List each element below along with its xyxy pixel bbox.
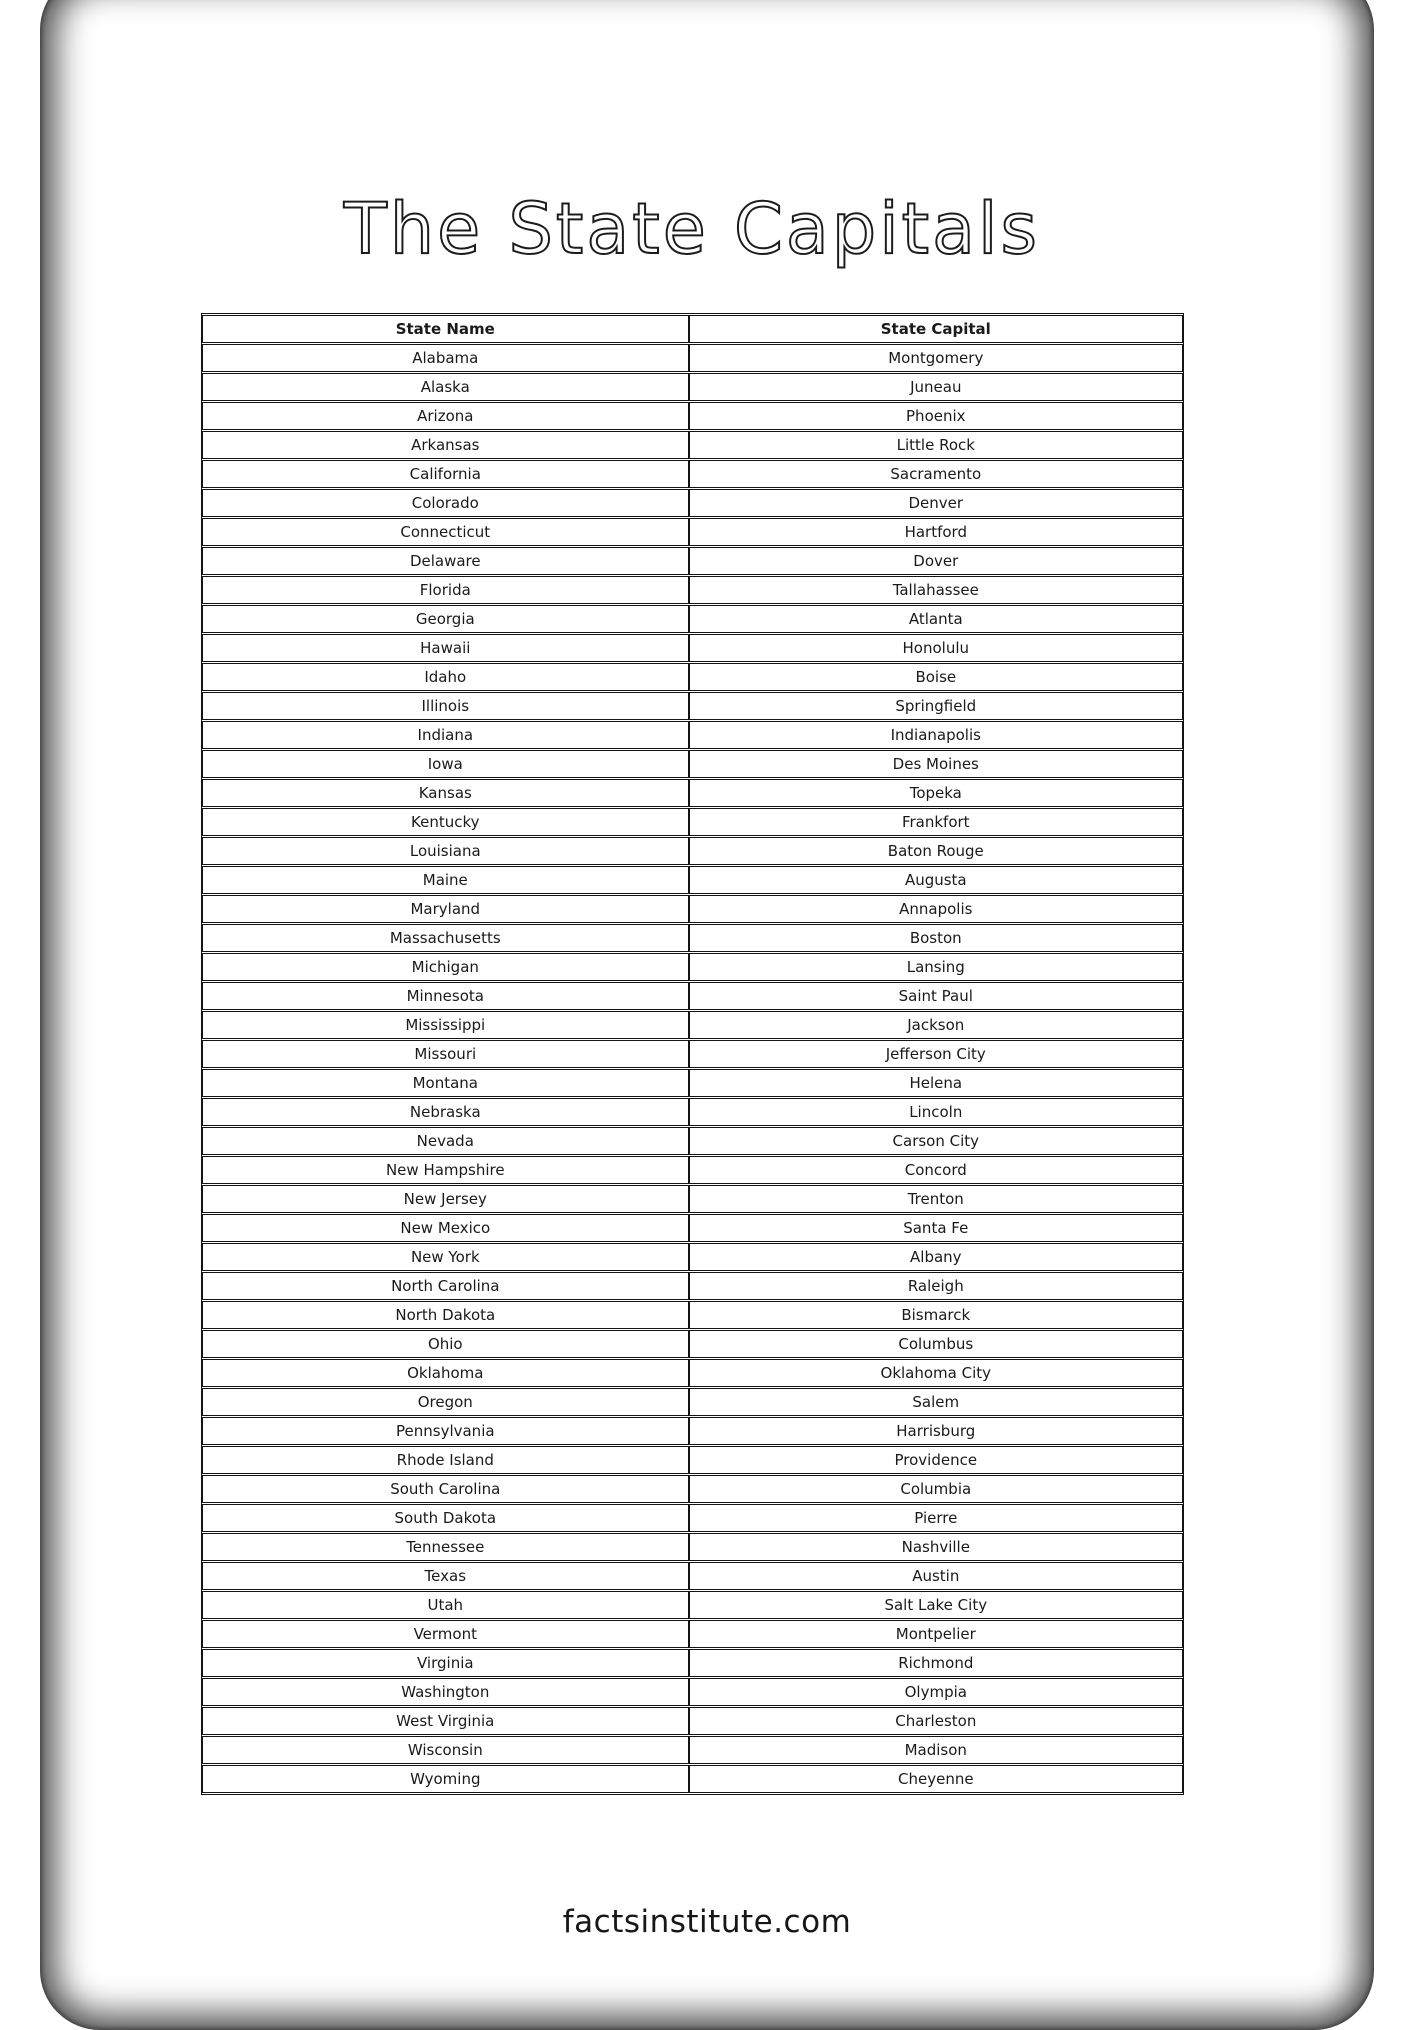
capital-cell: Lansing <box>689 953 1183 981</box>
capital-cell: Tallahassee <box>689 576 1183 604</box>
state-cell: Utah <box>202 1591 689 1619</box>
state-capitals-table <box>201 313 1184 1795</box>
table-row <box>202 1388 1183 1416</box>
table-row <box>202 1330 1183 1358</box>
table-row <box>202 605 1183 633</box>
table-row <box>202 866 1183 894</box>
table-row <box>202 1156 1183 1184</box>
page-title: The State Capitals <box>344 187 1040 270</box>
capital-cell: Des Moines <box>689 750 1183 778</box>
state-cell: California <box>202 460 689 488</box>
capital-cell: Harrisburg <box>689 1417 1183 1445</box>
capital-cell: Carson City <box>689 1127 1183 1155</box>
capital-cell: Juneau <box>689 373 1183 401</box>
table-row <box>202 721 1183 749</box>
state-cell: South Dakota <box>202 1504 689 1532</box>
footer-site-name: factsinstitute.com <box>562 1904 852 1940</box>
table-row <box>202 547 1183 575</box>
capital-cell: Saint Paul <box>689 982 1183 1010</box>
table-row <box>202 1446 1183 1474</box>
state-cell: Connecticut <box>202 518 689 546</box>
capital-cell: Cheyenne <box>689 1765 1183 1793</box>
state-cell: West Virginia <box>202 1707 689 1735</box>
state-cell: North Dakota <box>202 1301 689 1329</box>
capital-cell: Helena <box>689 1069 1183 1097</box>
capital-cell: Nashville <box>689 1533 1183 1561</box>
state-cell: Tennessee <box>202 1533 689 1561</box>
state-cell: Colorado <box>202 489 689 517</box>
state-cell: Wyoming <box>202 1765 689 1793</box>
table-row <box>202 1707 1183 1735</box>
capital-cell: Charleston <box>689 1707 1183 1735</box>
state-cell: Georgia <box>202 605 689 633</box>
state-cell: New York <box>202 1243 689 1271</box>
table-row <box>202 489 1183 517</box>
table-body <box>202 344 1183 1793</box>
state-cell: Oregon <box>202 1388 689 1416</box>
capital-cell: Providence <box>689 1446 1183 1474</box>
capital-cell: Columbia <box>689 1475 1183 1503</box>
capital-cell: Raleigh <box>689 1272 1183 1300</box>
table-row <box>202 576 1183 604</box>
capital-cell: Honolulu <box>689 634 1183 662</box>
table-row <box>202 402 1183 430</box>
table-row <box>202 924 1183 952</box>
state-cell: Mississippi <box>202 1011 689 1039</box>
state-cell: Nevada <box>202 1127 689 1155</box>
state-cell: North Carolina <box>202 1272 689 1300</box>
table-row <box>202 344 1183 372</box>
table-row <box>202 1591 1183 1619</box>
state-cell: Delaware <box>202 547 689 575</box>
table-row <box>202 460 1183 488</box>
state-cell: Florida <box>202 576 689 604</box>
table-header-capital: State Capital <box>689 315 1183 343</box>
state-cell: Pennsylvania <box>202 1417 689 1445</box>
table-row <box>202 895 1183 923</box>
capital-cell: Montgomery <box>689 344 1183 372</box>
state-cell: Alaska <box>202 373 689 401</box>
state-cell: Louisiana <box>202 837 689 865</box>
state-cell: Indiana <box>202 721 689 749</box>
state-cell: Montana <box>202 1069 689 1097</box>
state-cell: Kentucky <box>202 808 689 836</box>
capital-cell: Pierre <box>689 1504 1183 1532</box>
state-cell: Minnesota <box>202 982 689 1010</box>
table-row <box>202 1533 1183 1561</box>
table-row <box>202 1736 1183 1764</box>
state-cell: New Hampshire <box>202 1156 689 1184</box>
state-cell: Arizona <box>202 402 689 430</box>
table-row <box>202 1272 1183 1300</box>
capital-cell: Phoenix <box>689 402 1183 430</box>
table-row <box>202 982 1183 1010</box>
table-row <box>202 373 1183 401</box>
state-cell: Illinois <box>202 692 689 720</box>
capital-cell: Jackson <box>689 1011 1183 1039</box>
table-row <box>202 1301 1183 1329</box>
state-cell: Nebraska <box>202 1098 689 1126</box>
table-row <box>202 837 1183 865</box>
table-row <box>202 518 1183 546</box>
state-cell: Hawaii <box>202 634 689 662</box>
state-cell: Alabama <box>202 344 689 372</box>
capital-cell: Dover <box>689 547 1183 575</box>
capital-cell: Bismarck <box>689 1301 1183 1329</box>
capital-cell: Salt Lake City <box>689 1591 1183 1619</box>
capital-cell: Columbus <box>689 1330 1183 1358</box>
table-row <box>202 1359 1183 1387</box>
capital-cell: Denver <box>689 489 1183 517</box>
table-row <box>202 1620 1183 1648</box>
table-row <box>202 1475 1183 1503</box>
capital-cell: Topeka <box>689 779 1183 807</box>
capital-cell: Baton Rouge <box>689 837 1183 865</box>
table-row <box>202 1214 1183 1242</box>
capital-cell: Atlanta <box>689 605 1183 633</box>
capital-cell: Boston <box>689 924 1183 952</box>
capital-cell: Olympia <box>689 1678 1183 1706</box>
table-row <box>202 1040 1183 1068</box>
capital-cell: Salem <box>689 1388 1183 1416</box>
table-row <box>202 692 1183 720</box>
state-cell: Idaho <box>202 663 689 691</box>
table-row <box>202 1185 1183 1213</box>
capital-cell: Madison <box>689 1736 1183 1764</box>
table-row <box>202 1678 1183 1706</box>
state-cell: Missouri <box>202 1040 689 1068</box>
state-cell: Michigan <box>202 953 689 981</box>
capital-cell: Albany <box>689 1243 1183 1271</box>
table-row <box>202 1562 1183 1590</box>
table-header-state: State Name <box>202 315 689 343</box>
capital-cell: Montpelier <box>689 1620 1183 1648</box>
capital-cell: Hartford <box>689 518 1183 546</box>
state-cell: Massachusetts <box>202 924 689 952</box>
table-row <box>202 1127 1183 1155</box>
state-cell: Rhode Island <box>202 1446 689 1474</box>
state-cell: South Carolina <box>202 1475 689 1503</box>
capital-cell: Trenton <box>689 1185 1183 1213</box>
table-row <box>202 953 1183 981</box>
table-row <box>202 808 1183 836</box>
table-row <box>202 1069 1183 1097</box>
table-row <box>202 663 1183 691</box>
capital-cell: Austin <box>689 1562 1183 1590</box>
capital-cell: Frankfort <box>689 808 1183 836</box>
table-row <box>202 431 1183 459</box>
state-cell: Ohio <box>202 1330 689 1358</box>
capital-cell: Jefferson City <box>689 1040 1183 1068</box>
state-cell: Arkansas <box>202 431 689 459</box>
table-row <box>202 1649 1183 1677</box>
state-cell: Oklahoma <box>202 1359 689 1387</box>
table-row <box>202 1417 1183 1445</box>
capital-cell: Little Rock <box>689 431 1183 459</box>
table-row <box>202 1765 1183 1793</box>
capital-cell: Indianapolis <box>689 721 1183 749</box>
capital-cell: Sacramento <box>689 460 1183 488</box>
table-row <box>202 1098 1183 1126</box>
state-cell: Kansas <box>202 779 689 807</box>
capital-cell: Richmond <box>689 1649 1183 1677</box>
state-cell: Maine <box>202 866 689 894</box>
state-cell: Wisconsin <box>202 1736 689 1764</box>
capital-cell: Lincoln <box>689 1098 1183 1126</box>
capital-cell: Springfield <box>689 692 1183 720</box>
capital-cell: Augusta <box>689 866 1183 894</box>
table-row <box>202 1011 1183 1039</box>
state-cell: Vermont <box>202 1620 689 1648</box>
state-cell: Iowa <box>202 750 689 778</box>
state-cell: New Jersey <box>202 1185 689 1213</box>
table-row <box>202 634 1183 662</box>
capital-cell: Santa Fe <box>689 1214 1183 1242</box>
table-row <box>202 779 1183 807</box>
state-cell: Texas <box>202 1562 689 1590</box>
state-cell: Washington <box>202 1678 689 1706</box>
table-row <box>202 1504 1183 1532</box>
capital-cell: Concord <box>689 1156 1183 1184</box>
table-header-row <box>202 315 1183 343</box>
capital-cell: Annapolis <box>689 895 1183 923</box>
state-cell: Virginia <box>202 1649 689 1677</box>
capital-cell: Boise <box>689 663 1183 691</box>
state-cell: Maryland <box>202 895 689 923</box>
state-cell: New Mexico <box>202 1214 689 1242</box>
capital-cell: Oklahoma City <box>689 1359 1183 1387</box>
table-row <box>202 750 1183 778</box>
table-row <box>202 1243 1183 1271</box>
